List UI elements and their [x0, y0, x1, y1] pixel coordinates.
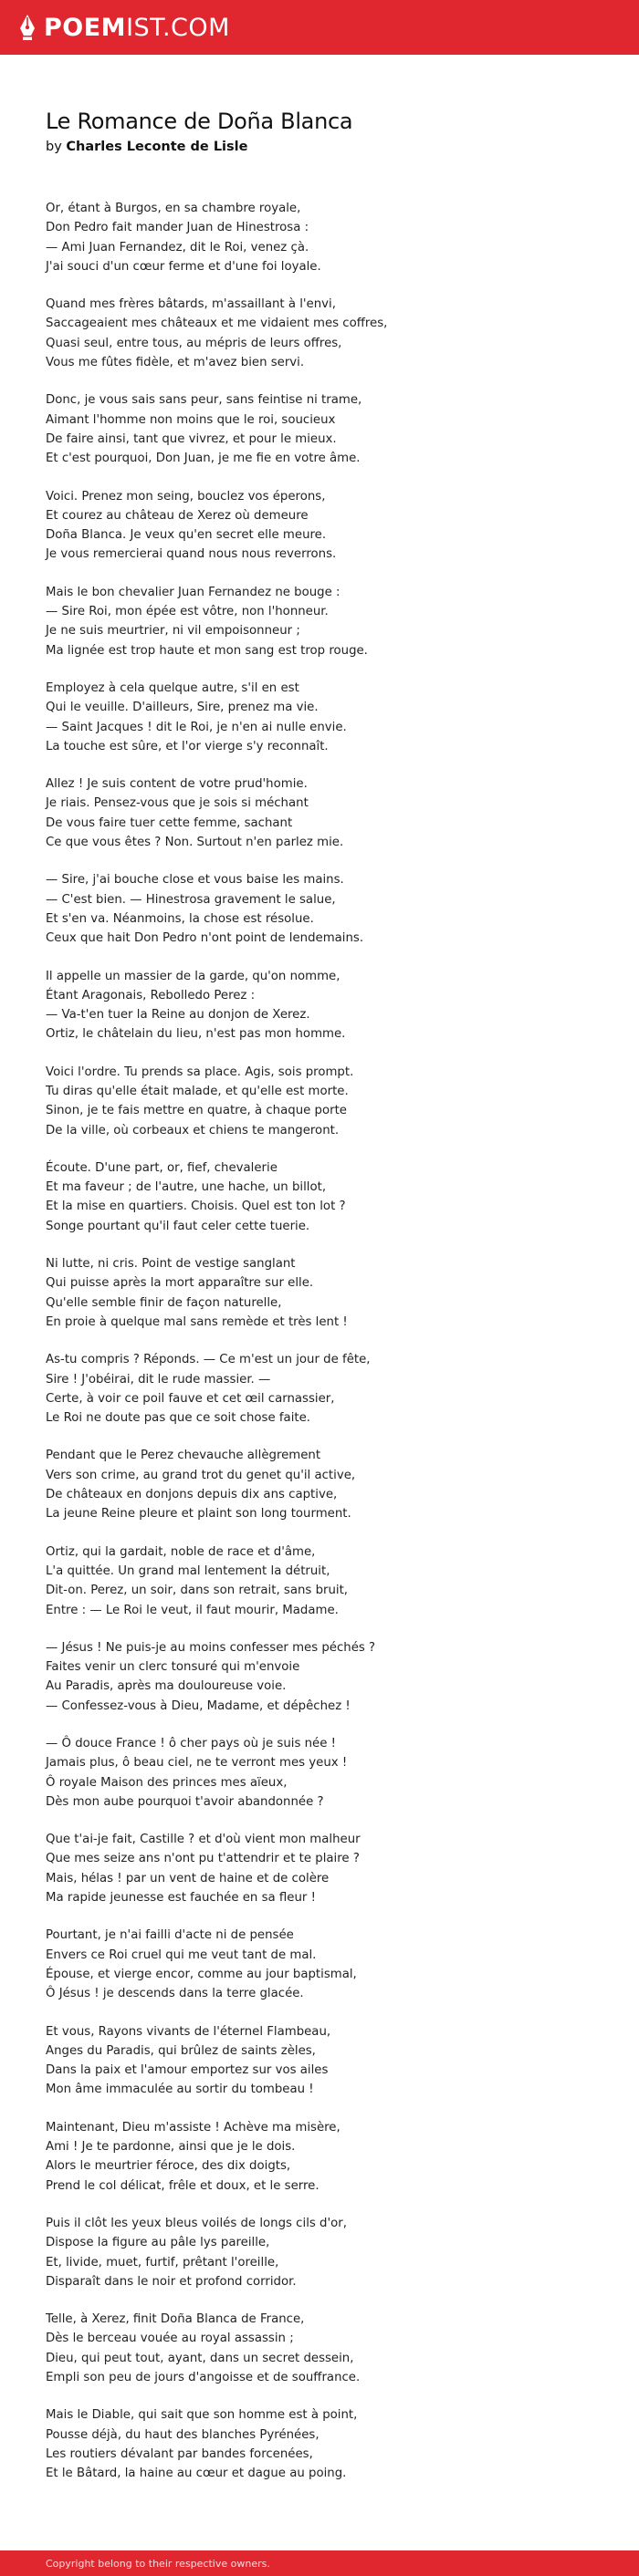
poem-line: De vous faire tuer cette femme, sachant — [46, 815, 293, 830]
poem-stanza — [46, 487, 593, 565]
poem-line: Voici l'ordre. Tu prends sa place. Agis, sois prompt. — [46, 1065, 354, 1079]
logo-text-light: IST.COM — [126, 13, 230, 42]
poem-line: — Sire, j'ai bouche close et vous baise les mains. — [46, 873, 344, 888]
poem-line: De faire ainsi, tant que vivrez, et pour le mieux. — [46, 431, 337, 446]
poem-line: — Sire Roi, mon épée est vôtre, non l'honneur. — [46, 605, 329, 619]
poem-line: Dispose la figure au pâle lys pareille, — [46, 2236, 270, 2250]
poem-line: Mais, hélas ! par un vent de haine et de colère — [46, 1871, 330, 1885]
poem-line: — Jésus ! Ne puis-je au moins confesser mes péchés ? — [46, 1640, 376, 1655]
poem-line: Et le Bâtard, la haine au cœur et dague au poing. — [46, 2467, 347, 2481]
poem-line: Pendant que le Perez chevauche allègrement — [46, 1449, 321, 1463]
byline — [46, 137, 593, 157]
poem-stanza — [46, 2214, 593, 2291]
poem-line: Disparaît dans le noir et profond corridor. — [46, 2274, 297, 2289]
poem-stanza — [46, 1830, 593, 1907]
poem-line: Que t'ai-je fait, Castille ? et d'où vient mon malheur — [46, 1833, 361, 1847]
poem-line: Dès mon aube pourquoi t'avoir abandonnée ? — [46, 1794, 324, 1809]
poem-stanza — [46, 1734, 593, 1812]
poem-line: Envers ce Roi cruel qui me veut tant de mal. — [46, 1948, 317, 1962]
poem-line: Et courez au château de Xerez où demeure — [46, 508, 309, 523]
poem-line: — Saint Jacques ! dit le Roi, je n'en ai nulle envie. — [46, 720, 347, 734]
site-footer — [0, 2550, 639, 2576]
poem-line: Sire ! J'obéirai, dit le rude massier. — — [46, 1372, 271, 1387]
poem-line: Quand mes frères bâtards, m'assaillant à l'envi, — [46, 297, 336, 312]
poem-line: La jeune Reine pleure et plaint son long tourment. — [46, 1507, 351, 1522]
poem-line: Mais le bon chevalier Juan Fernandez ne bouge : — [46, 585, 340, 599]
poem-line: De châteaux en donjons depuis dix ans captive, — [46, 1488, 338, 1502]
poem-stanza — [46, 2118, 593, 2196]
poem-content — [46, 106, 593, 2502]
poem-line: Alors le meurtrier féroce, des dix doigts, — [46, 2159, 291, 2174]
poem-stanza — [46, 2405, 593, 2483]
poem-line: Doña Blanca. Je veux qu'en secret elle meure. — [46, 528, 327, 543]
poem-stanza — [46, 1638, 593, 1716]
poem-stanza — [46, 1926, 593, 2003]
poem-stanza — [46, 2022, 593, 2100]
poem-line: J'ai souci d'un cœur ferme et d'une foi loyale. — [46, 259, 321, 274]
poem-line: La touche est sûre, et l'or vierge s'y reconnaît. — [46, 739, 329, 753]
poem-stanza — [46, 774, 593, 852]
poem-line: Puis il clôt les yeux bleus voilés de longs cils d'or, — [46, 2216, 347, 2230]
author-link[interactable]: Charles Leconte de Lisle — [66, 140, 248, 154]
poem-line: Dans la paix et l'amour emportez sur vos ailes — [46, 2063, 329, 2078]
poem-line: — Ami Juan Fernandez, dit le Roi, venez çà. — [46, 240, 309, 254]
poem-body — [46, 199, 593, 2484]
poem-line: Dieu, qui peut tout, ayant, dans un secret dessein, — [46, 2351, 354, 2365]
poem-line: Les routiers dévalant par bandes forcenées, — [46, 2446, 313, 2461]
by-label: by — [46, 140, 62, 154]
poem-stanza — [46, 967, 593, 1044]
poem-line: Entre : — Le Roi le veut, il faut mourir, Madame. — [46, 1603, 339, 1617]
poem-stanza — [46, 1350, 593, 1428]
logo-text — [44, 14, 230, 42]
poem-line: Étant Aragonais, Rebolledo Perez : — [46, 988, 256, 1002]
poem-line: Pourtant, je n'ai failli d'acte ni de pensée — [46, 1928, 294, 1943]
poem-line: Et ma faveur ; de l'autre, une hache, un billot, — [46, 1180, 327, 1195]
poem-stanza — [46, 1063, 593, 1140]
poem-line: Quasi seul, entre tous, au mépris de leurs offres, — [46, 336, 342, 350]
poem-line: Et c'est pourquoi, Don Juan, je me fie en votre âme. — [46, 452, 361, 466]
poem-stanza — [46, 1542, 593, 1620]
poem-stanza — [46, 1446, 593, 1523]
poem-line: Ô royale Maison des princes mes aïeux, — [46, 1775, 288, 1790]
poem-line: Donc, je vous sais sans peur, sans feintise ni trame, — [46, 393, 362, 408]
poem-line: Pousse déjà, du haut des blanches Pyrénées, — [46, 2427, 320, 2442]
poem-line: Or, étant à Burgos, en sa chambre royale, — [46, 202, 301, 215]
poem-line: Ortiz, qui la gardait, noble de race et d'âme, — [46, 1544, 316, 1559]
poem-line: Sinon, je te fais mettre en quatre, à chaque porte — [46, 1104, 347, 1118]
poem-title: Le Romance de Doña Blanca — [46, 109, 353, 134]
poem-line: Je riais. Pensez-vous que je sois si méchant — [46, 796, 309, 811]
poem-stanza — [46, 679, 593, 756]
poem-line: Écoute. D'une part, or, fief, chevalerie — [46, 1160, 278, 1175]
poem-line: Et vous, Rayons vivants de l'éternel Flambeau, — [46, 2024, 331, 2039]
poem-line: — Va-t'en tuer la Reine au donjon de Xerez. — [46, 1008, 310, 1023]
poem-line: Mais le Diable, qui sait que son homme est à point, — [46, 2408, 358, 2423]
poem-line: Épouse, et vierge encor, comme au jour baptismal, — [46, 1967, 357, 1981]
poem-line: Ô Jésus ! je descends dans la terre glacée. — [46, 1987, 304, 2001]
poem-line: Employez à cela quelque autre, s'il en est — [46, 680, 299, 695]
site-header — [0, 0, 639, 55]
poem-line: Mon âme immaculée au sortir du tombeau ! — [46, 2083, 314, 2097]
poem-line: Vous me fûtes fidèle, et m'avez bien servi. — [46, 356, 305, 370]
poem-line: L'a quittée. Un grand mal lentement la détruit, — [46, 1563, 330, 1578]
poem-line: Ceux que hait Don Pedro n'ont point de lendemains. — [46, 931, 364, 946]
poem-line: Dès le berceau vouée au royal assassin ; — [46, 2332, 294, 2346]
poem-line: Anges du Paradis, qui brûlez de saints zèles, — [46, 2043, 316, 2058]
site-logo[interactable] — [18, 14, 230, 42]
poem-line: Que mes seize ans n'ont pu t'attendrir et te plaire ? — [46, 1852, 360, 1866]
poem-line: Voici. Prenez mon seing, bouclez vos éperons, — [46, 489, 326, 504]
poem-line: Tu diras qu'elle était malade, et qu'elle est morte. — [46, 1084, 349, 1098]
poem-line: Don Pedro fait mander Juan de Hinestrosa : — [46, 221, 309, 235]
poem-line: Ni lutte, ni cris. Point de vestige sanglant — [46, 1257, 296, 1272]
poem-line: De la ville, où corbeaux et chiens te mangeront. — [46, 1123, 340, 1137]
poem-line: Jamais plus, ô beau ciel, ne te verront mes yeux ! — [46, 1756, 348, 1771]
poem-line: Saccageaient mes châteaux et me vidaient mes coffres, — [46, 317, 388, 331]
poem-stanza — [46, 1158, 593, 1236]
poem-line: Ma lignée est trop haute et mon sang est trop rouge. — [46, 643, 368, 658]
poem-line: Je ne suis meurtrier, ni vil empoisonneur ; — [46, 624, 300, 639]
poem-line: Certe, à voir ce poil fauve et cet œil carnassier, — [46, 1391, 335, 1406]
poem-line: Prend le col délicat, frêle et doux, et le serre. — [46, 2178, 320, 2193]
poem-line: Ma rapide jeunesse est fauchée en sa fleur ! — [46, 1891, 316, 1906]
poem-line: Maintenant, Dieu m'assiste ! Achève ma misère, — [46, 2120, 340, 2135]
poem-line: Dit-on. Perez, un soir, dans son retrait, sans bruit, — [46, 1584, 349, 1598]
poem-line: — C'est bien. — Hinestrosa gravement le salue, — [46, 892, 336, 907]
poem-line: Vers son crime, au grand trot du genet qu'il active, — [46, 1468, 356, 1482]
poem-line: Ami ! Je te pardonne, ainsi que je le dois. — [46, 2140, 296, 2155]
poem-line: Faites venir un clerc tonsuré qui m'envoie — [46, 1660, 300, 1675]
poem-stanza — [46, 199, 593, 276]
poem-line: Telle, à Xerez, finit Doña Blanca de France, — [46, 2312, 305, 2327]
poem-line: Ce que vous êtes ? Non. Surtout n'en parlez mie. — [46, 836, 344, 850]
poem-line: Au Paradis, après ma douloureuse voie. — [46, 1679, 287, 1694]
poem-stanza — [46, 390, 593, 468]
poem-line: Qui puisse après la mort apparaître sur elle. — [46, 1276, 314, 1291]
pen-nib-icon — [18, 14, 37, 41]
poem-line: En proie à quelque mal sans remède et très lent ! — [46, 1314, 348, 1329]
poem-line: Le Roi ne doute pas que ce soit chose faite. — [46, 1411, 311, 1426]
poem-line: Je vous remercierai quand nous nous reverrons. — [46, 547, 337, 562]
poem-line: Et s'en va. Néanmoins, la chose est résolue. — [46, 911, 314, 926]
poem-stanza — [46, 2310, 593, 2387]
poem-line: Et, livide, muet, furtif, prêtant l'oreille, — [46, 2255, 279, 2270]
poem-stanza — [46, 583, 593, 660]
poem-line: As-tu compris ? Réponds. — Ce m'est un jour de fête, — [46, 1353, 371, 1367]
copyright-text: Copyright belong to their respective owners. — [46, 2557, 270, 2570]
poem-line: Qu'elle semble finir de façon naturelle, — [46, 1295, 282, 1310]
poem-line: Qui le veuille. D'ailleurs, Sire, prenez ma vie. — [46, 701, 319, 715]
poem-line: Empli son peu de jours d'angoisse et de souffrance. — [46, 2371, 361, 2385]
poem-line: Allez ! Je suis content de votre prud'homie. — [46, 777, 308, 792]
logo-text-bold: POEM — [44, 13, 127, 42]
poem-line: — Ô douce France ! ô cher pays où je suis née ! — [46, 1737, 336, 1750]
poem-stanza — [46, 870, 593, 948]
poem-line: — Confessez-vous à Dieu, Madame, et dépêchez ! — [46, 1698, 351, 1713]
poem-line: Aimant l'homme non moins que le roi, soucieux — [46, 412, 336, 427]
poem-line: Il appelle un massier de la garde, qu'on nomme, — [46, 969, 340, 983]
poem-line: Ortiz, le châtelain du lieu, n'est pas mon homme. — [46, 1027, 346, 1042]
poem-line: Et la mise en quartiers. Choisis. Quel est ton lot ? — [46, 1200, 346, 1214]
poem-stanza — [46, 295, 593, 372]
poem-stanza — [46, 1254, 593, 1332]
poem-line: Songe pourtant qu'il faut celer cette tuerie. — [46, 1219, 310, 1233]
